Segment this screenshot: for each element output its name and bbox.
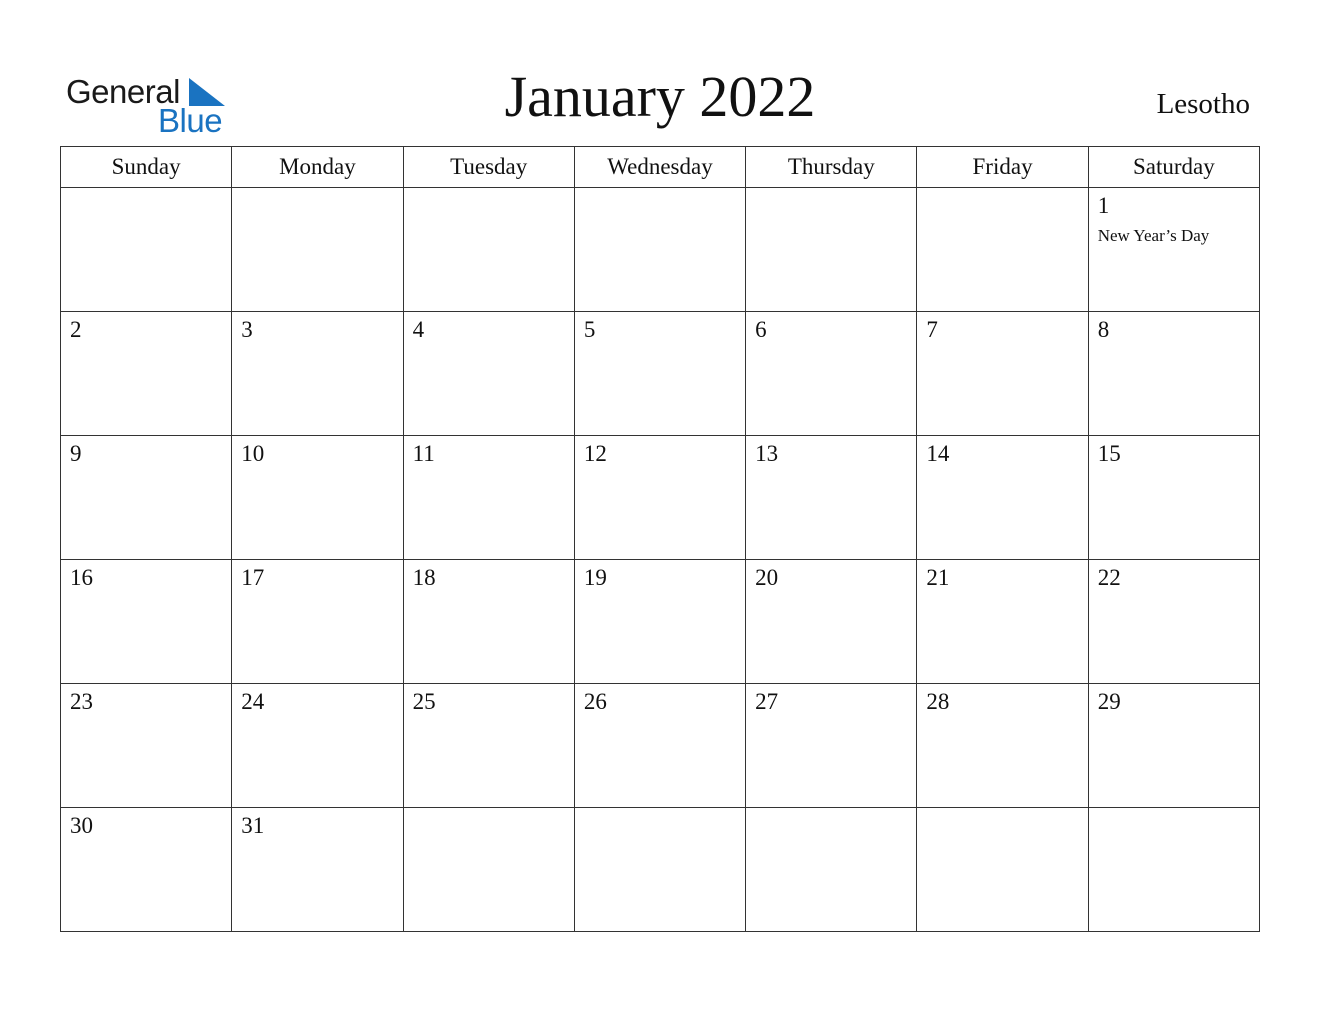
day-number: 1 — [1097, 193, 1110, 218]
day-cell — [1088, 188, 1259, 312]
week-row — [61, 312, 1260, 436]
day-cell — [746, 684, 917, 808]
day-cell — [232, 436, 403, 560]
day-cell — [403, 436, 574, 560]
weekday-header: Thursday — [746, 147, 917, 188]
day-cell — [1088, 312, 1259, 436]
day-cell — [1088, 436, 1259, 560]
day-number: 24 — [241, 689, 265, 714]
day-cell — [232, 188, 403, 312]
day-cell — [746, 436, 917, 560]
day-cell — [232, 684, 403, 808]
week-row — [61, 808, 1260, 932]
day-cell — [746, 560, 917, 684]
day-cell — [746, 312, 917, 436]
day-number: 7 — [926, 317, 938, 342]
day-number: 3 — [241, 317, 253, 342]
day-cell — [917, 560, 1088, 684]
generalblue-logo — [66, 72, 236, 139]
day-cell — [61, 808, 232, 932]
day-number: 17 — [241, 565, 265, 590]
day-number: 18 — [412, 565, 436, 590]
day-cell — [61, 684, 232, 808]
day-number: 8 — [1097, 317, 1110, 342]
day-number: 6 — [755, 317, 767, 342]
day-number: 2 — [70, 317, 82, 342]
day-number: 22 — [1097, 565, 1121, 590]
day-cell — [232, 560, 403, 684]
week-row — [61, 188, 1260, 312]
day-cell — [61, 188, 232, 312]
day-number: 26 — [583, 689, 607, 714]
day-number: 27 — [755, 689, 779, 714]
day-number: 12 — [583, 441, 607, 466]
day-number: 21 — [926, 565, 950, 590]
day-cell — [917, 808, 1088, 932]
weekday-header: Monday — [232, 147, 403, 188]
day-cell — [61, 312, 232, 436]
day-cell — [574, 560, 745, 684]
week-row — [61, 684, 1260, 808]
day-number: 23 — [70, 689, 93, 714]
day-cell — [403, 188, 574, 312]
day-number: 30 — [70, 813, 93, 838]
day-cell — [917, 436, 1088, 560]
day-number: 15 — [1097, 441, 1121, 466]
day-cell — [61, 436, 232, 560]
day-cell — [1088, 684, 1259, 808]
day-cell — [61, 560, 232, 684]
day-number: 5 — [583, 317, 596, 342]
day-cell — [746, 188, 917, 312]
day-number: 29 — [1097, 689, 1121, 714]
day-number: 9 — [70, 441, 82, 466]
day-number: 31 — [241, 813, 265, 838]
day-cell — [746, 808, 917, 932]
holiday-label: New Year’s Day — [1097, 226, 1210, 245]
day-number: 13 — [755, 441, 779, 466]
day-number: 4 — [412, 317, 425, 342]
week-row — [61, 560, 1260, 684]
day-number: 19 — [583, 565, 607, 590]
day-number: 20 — [755, 565, 779, 590]
day-cell — [403, 312, 574, 436]
day-cell — [574, 312, 745, 436]
day-number: 10 — [241, 441, 265, 466]
weekday-header: Friday — [917, 147, 1088, 188]
day-cell — [574, 436, 745, 560]
day-number: 14 — [926, 441, 950, 466]
day-number: 16 — [70, 565, 93, 590]
day-cell — [403, 560, 574, 684]
country-name: Lesotho — [1156, 88, 1250, 120]
calendar-grid — [60, 146, 1260, 932]
day-cell — [1088, 560, 1259, 684]
day-cell — [574, 188, 745, 312]
day-cell — [917, 188, 1088, 312]
day-cell — [917, 312, 1088, 436]
weekday-header-row — [61, 147, 1260, 188]
weekday-header: Sunday — [61, 147, 232, 188]
weekday-header: Tuesday — [403, 147, 574, 188]
calendar-title: January 2022 — [504, 64, 816, 129]
day-cell — [574, 808, 745, 932]
day-cell — [1088, 808, 1259, 932]
day-cell — [232, 808, 403, 932]
day-number: 11 — [412, 441, 435, 466]
logo-text-blue: Blue — [158, 102, 223, 139]
day-number: 25 — [412, 689, 436, 714]
day-cell — [574, 684, 745, 808]
weekday-header: Wednesday — [574, 147, 745, 188]
day-cell — [232, 312, 403, 436]
day-cell — [403, 808, 574, 932]
logo-text-general: General — [66, 73, 180, 110]
day-cell — [403, 684, 574, 808]
day-cell — [917, 684, 1088, 808]
week-row — [61, 436, 1260, 560]
weekday-header: Saturday — [1088, 147, 1259, 188]
day-number: 28 — [926, 689, 950, 714]
